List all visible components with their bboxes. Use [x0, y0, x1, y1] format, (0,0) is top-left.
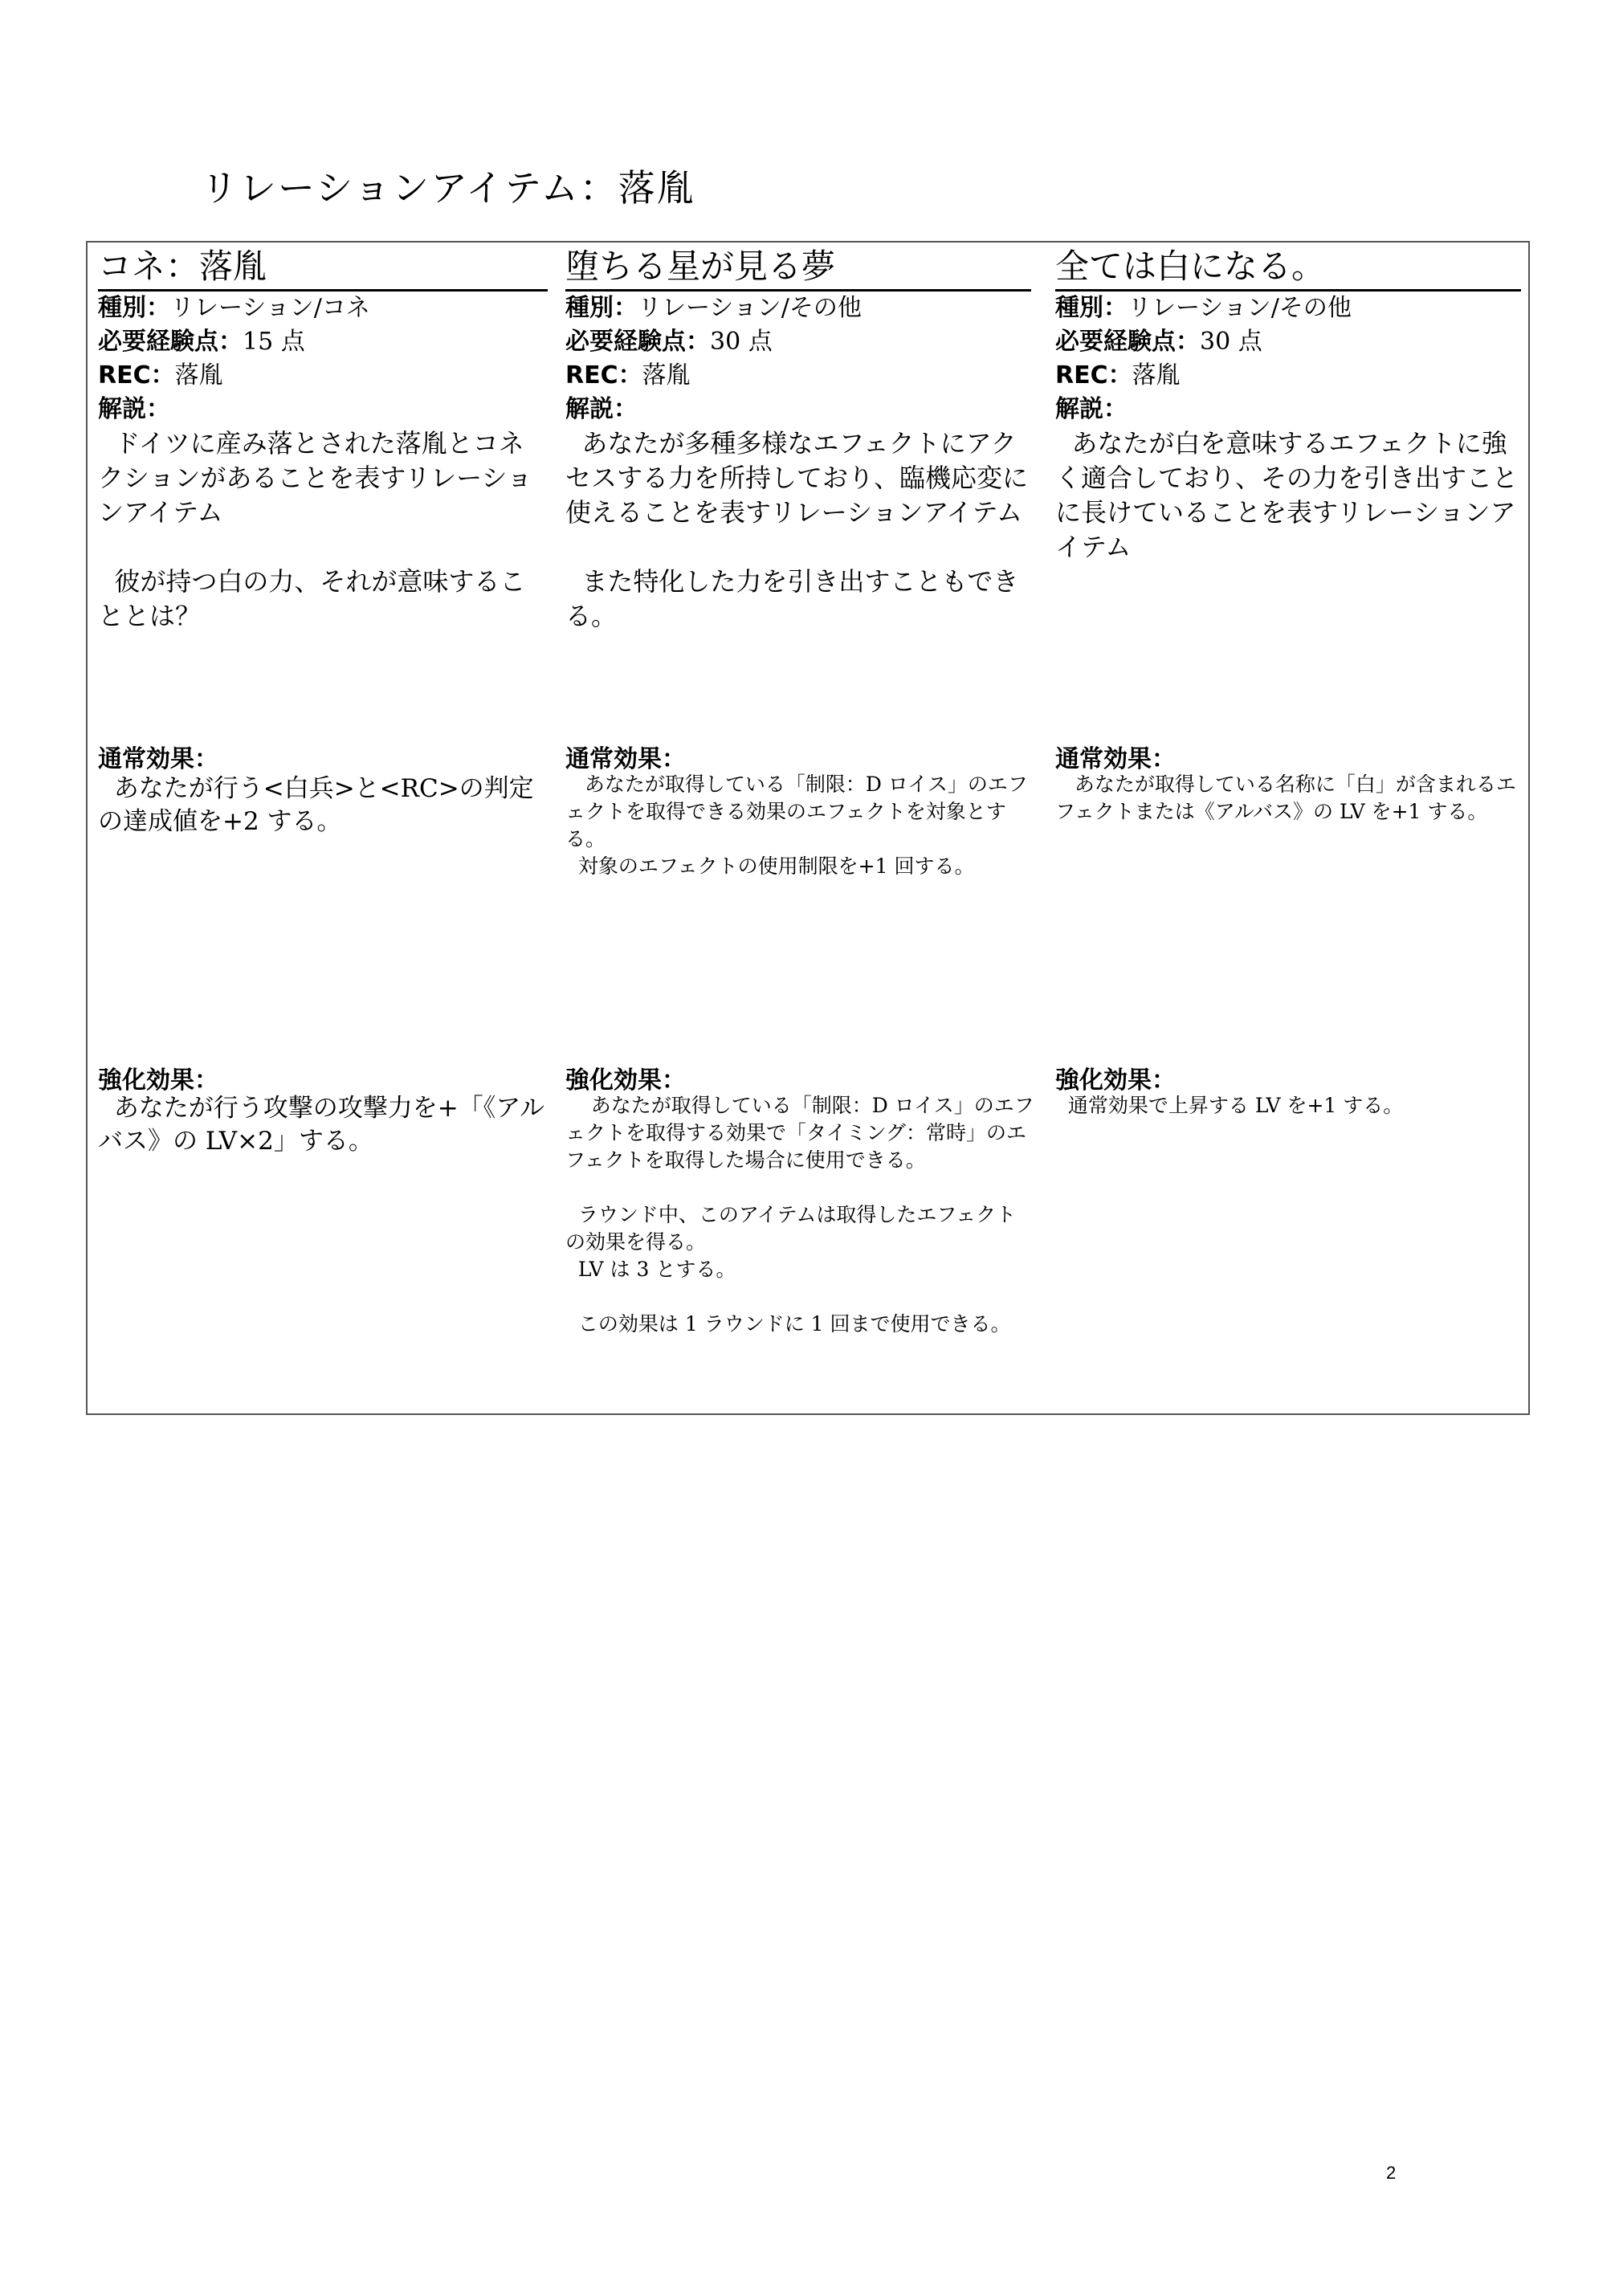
item-xp: 30 点	[1200, 328, 1262, 356]
item-rec-row	[98, 359, 548, 393]
desc-label: 解説：	[1055, 395, 1128, 423]
xp-label: 必要経験点：	[98, 328, 243, 356]
item-type-row	[1055, 292, 1521, 325]
item-title: コネ：落胤	[98, 244, 548, 292]
item-table	[86, 241, 1530, 1415]
type-label: 種別：	[565, 294, 638, 322]
enhanced-effect-label: 強化効果：	[565, 1066, 686, 1095]
item-title: 全ては白になる。	[1055, 244, 1521, 292]
rec-label: REC：	[1055, 361, 1132, 389]
item-column-2	[565, 243, 1031, 634]
normal-effect-label: 通常効果：	[565, 745, 686, 773]
item-description: ドイツに産み落とされた落胤とコネクションがあることを表すリレーションアイテム 彼が持つ白の力、それが意味することとは？	[98, 428, 532, 631]
item-xp: 30 点	[710, 328, 773, 356]
desc-label-row	[1055, 393, 1521, 426]
normal-effect-text: あなたが行う<白兵>と<RC>の判定の達成値を+2 する。	[98, 774, 534, 836]
desc-label-row	[98, 393, 548, 426]
normal-effect-text: あなたが取得している「制限：D ロイス」のエフェクトを取得できる効果のエフェクトを対象とする。 対象のエフェクトの使用制限を+1 回する。	[565, 773, 1028, 878]
item-column-3	[1055, 243, 1521, 565]
item-type: リレーション/その他	[1128, 294, 1352, 322]
rec-label: REC：	[98, 361, 175, 389]
enhanced-effect-text: 通常効果で上昇する LV を+1 する。	[1055, 1094, 1404, 1117]
item-xp-row	[1055, 325, 1521, 359]
rec-label: REC：	[565, 361, 642, 389]
desc-label-row	[565, 393, 1031, 426]
item-description: あなたが白を意味するエフェクトに強く適合しており、その力を引き出すことに長けていることを表すリレーションアイテム	[1055, 428, 1519, 562]
item-rec: 落胤	[642, 361, 691, 389]
item-type: リレーション/その他	[638, 294, 862, 322]
item-column-1	[98, 243, 548, 634]
enhanced-effect-text: あなたが行う攻撃の攻撃力を+「《アルバス》の LV×2」する。	[98, 1094, 544, 1156]
item-xp-row	[565, 325, 1031, 359]
xp-label: 必要経験点：	[1055, 328, 1200, 356]
item-rec: 落胤	[1132, 361, 1181, 389]
item-type: リレーション/コネ	[170, 294, 370, 322]
item-rec-row	[565, 359, 1031, 393]
page-number: 2	[1386, 2163, 1397, 2183]
item-rec: 落胤	[174, 361, 223, 389]
item-rec-row	[1055, 359, 1521, 393]
enhanced-effect-text: あなたが取得している「制限：D ロイス」のエフェクトを取得する効果で「タイミング：常時」のエフェクトを取得した場合に使用できる。 ラウンド中、このアイテムは取得したエフェクトの効果を得る。 LV は 3 とする。 この効果は 1 ラウンドに 1 回まで使用できる。	[565, 1094, 1034, 1336]
item-xp: 15 点	[243, 328, 305, 356]
item-type-row	[565, 292, 1031, 325]
desc-label: 解説：	[98, 395, 170, 423]
normal-effect-label: 通常効果：	[1055, 745, 1176, 773]
item-xp-row	[98, 325, 548, 359]
desc-label: 解説：	[565, 395, 638, 423]
xp-label: 必要経験点：	[565, 328, 710, 356]
normal-effect-label: 通常効果：	[98, 745, 218, 773]
normal-effect-text: あなたが取得している名称に「白」が含まれるエフェクトまたは《アルバス》の LV を+1 する。	[1055, 773, 1516, 823]
page-title: リレーションアイテム：落胤	[201, 166, 695, 210]
enhanced-effect-label: 強化効果：	[1055, 1066, 1176, 1095]
item-type-row	[98, 292, 548, 325]
enhanced-effect-label: 強化効果：	[98, 1066, 218, 1095]
item-description: あなたが多種多様なエフェクトにアクセスする力を所持しており、臨機応変に使えることを表すリレーションアイテム また特化した力を引き出すこともできる。	[565, 428, 1029, 631]
type-label: 種別：	[98, 294, 170, 322]
item-title: 堕ちる星が見る夢	[565, 244, 1031, 292]
type-label: 種別：	[1055, 294, 1128, 322]
